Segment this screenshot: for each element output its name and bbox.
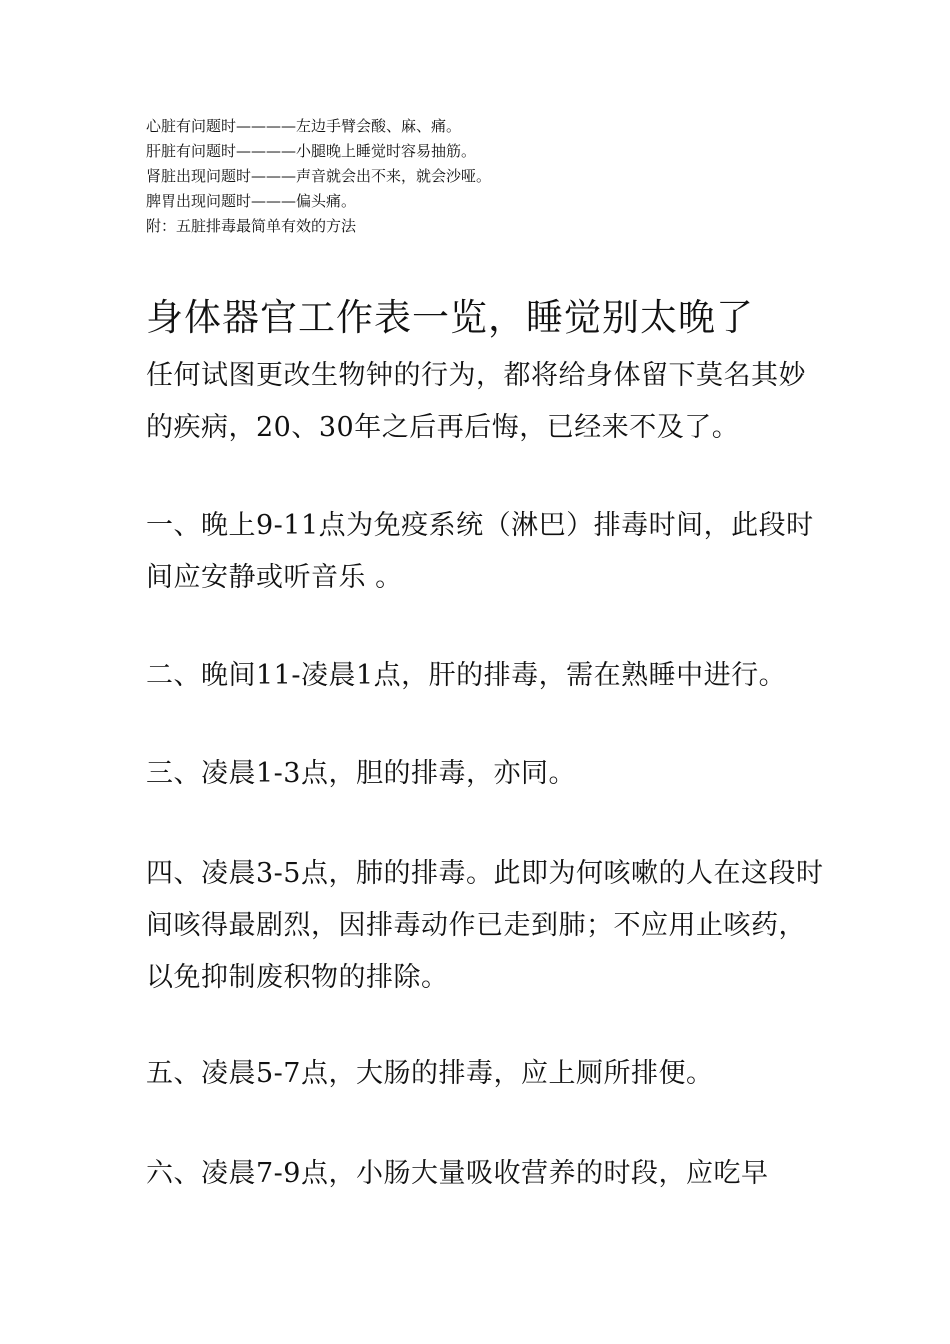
article-lead-paragraph: 任何试图更改生物钟的行为，都将给身体留下莫名其妙的疾病，20、30年之后再后悔，已经来不及了。 [146,360,806,443]
intro-line-kidney: 肾脏出现问题时———声音就会出不来，就会沙哑。 [146,167,492,185]
schedule-item-1: 一、晚上9-11点为免疫系统（淋巴）排毒时间，此段时间应安静或听音乐 。 [146,510,814,593]
schedule-item-2: 二、晚间11-凌晨1点，肝的排毒，需在熟睡中进行。 [146,660,787,691]
schedule-item-3: 三、凌晨1-3点，胆的排毒，亦同。 [146,758,576,789]
intro-notes [146,114,846,239]
schedule-item-5: 五、凌晨5-7点，大肠的排毒，应上厕所排便。 [146,1058,714,1089]
schedule-item-4: 四、凌晨3-5点，肺的排毒。此即为何咳嗽的人在这段时间咳得最剧烈，因排毒动作已走到肺；不应用止咳药，以免抑制废积物的排除。 [146,858,824,993]
intro-line-liver: 肝脏有问题时————小腿晚上睡觉时容易抽筋。 [146,142,477,160]
intro-line-spleen: 脾胃出现问题时———偏头痛。 [146,192,357,210]
schedule-item-6: 六、凌晨7-9点，小肠大量吸收营养的时段，应吃早 [146,1158,769,1189]
intro-line-appendix: 附：五脏排毒最简单有效的方法 [146,217,357,235]
intro-line-heart: 心脏有问题时————左边手臂会酸、麻、痛。 [146,117,462,135]
article-title: 身体器官工作表一览，睡觉别太晚了 [146,296,754,339]
